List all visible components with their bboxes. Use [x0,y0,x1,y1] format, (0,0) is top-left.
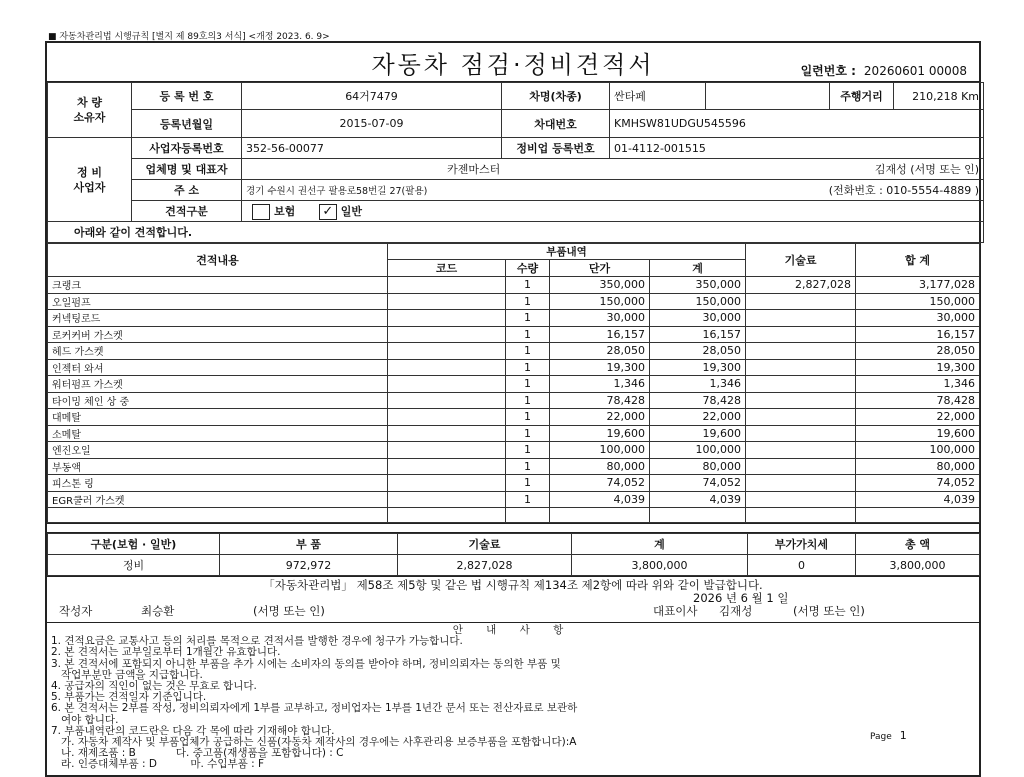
lead-text: 아래와 같이 견적합니다. [48,222,984,243]
cell-name: 타이밍 체인 상 중 [48,392,388,409]
cell-labor [746,425,856,442]
cell-labor [746,491,856,508]
cell-unit: 74,052 [550,475,650,492]
cell-total: 30,000 [856,310,980,327]
table-row [48,458,980,475]
cell-unit: 19,600 [550,425,650,442]
estimate-type-label: 견적구분 [132,201,242,222]
vin-value: KMHSW81UDGU545596 [610,110,984,138]
cell-total: 3,177,028 [856,277,980,294]
shop-section-label: 정 비 사업자 [48,138,132,222]
cell-qty: 1 [506,425,550,442]
writer-name: 최승환 [141,604,175,618]
cell-name: 헤드 가스켓 [48,343,388,360]
col-parts-header: 부품내역 [388,244,746,260]
cell-name: 인젝터 와셔 [48,359,388,376]
legal-text: 「자동차관리법」 제58조 제5항 및 같은 법 시행규칙 제134조 제2항에 따라 위와 같이 발급합니다. [263,578,763,592]
table-row [48,326,980,343]
cell-name: 커넥팅로드 [48,310,388,327]
sum-total-header: 총 액 [856,534,980,555]
owner-section-label: 차 량 소유자 [48,83,132,138]
insurance-checkbox[interactable] [252,204,270,220]
cell-unit: 30,000 [550,310,650,327]
writer-sign: (서명 또는 인) [253,604,325,618]
col-total-header: 합 계 [856,244,980,277]
sum-parts-header: 부 품 [220,534,398,555]
cell-qty: 1 [506,277,550,294]
sum-labor-value: 2,827,028 [398,555,572,576]
notes-block [47,622,979,775]
table-row [48,475,980,492]
cell-labor [746,326,856,343]
cell-total: 19,300 [856,359,980,376]
cell-code [388,359,506,376]
signature-line [53,605,973,620]
document-title: 자동차 점검·정비견적서 [371,51,655,79]
cell-labor [746,392,856,409]
cell-qty: 1 [506,376,550,393]
col-code-header: 코드 [388,260,506,277]
notes-line: 작업부분만 금액을 지급합니다. [51,668,203,681]
cell-unit: 4,039 [550,491,650,508]
col-unit-header: 단가 [550,260,650,277]
mileage-spacer [706,83,830,110]
summary-table [47,533,980,576]
phone-value: (전화번호 : 010-5554-4889 ) [706,180,984,201]
cell-name: 로커커버 가스켓 [48,326,388,343]
table-row [48,442,980,459]
cell-code [388,343,506,360]
model-value: 싼타페 [610,83,706,110]
model-label: 차명(차종) [502,83,610,110]
cell-qty: 1 [506,359,550,376]
vin-label: 차대번호 [502,110,610,138]
ceo-name: 김재성 [719,604,753,618]
cell-name: 부동액 [48,458,388,475]
cell-code [388,442,506,459]
notes-line: 라. 인증대체부품 : D 마. 수입부품 : F [51,758,265,771]
sum-sum-value: 3,800,000 [572,555,748,576]
cell-empty [650,508,746,523]
shop-rep-value: 김재성 (서명 또는 인) [706,159,984,180]
cell-name: 피스톤 링 [48,475,388,492]
sum-parts-value: 972,972 [220,555,398,576]
cell-code [388,491,506,508]
notes-line: 여야 합니다. [51,713,119,726]
cell-name: 크랭크 [48,277,388,294]
cell-sum: 19,600 [650,425,746,442]
cell-empty [746,508,856,523]
notes-line: 1. 견적요금은 교통사고 등의 처리를 목적으로 견적서를 발행한 경우에 청구가 가능합니다. [51,635,463,648]
estimate-document [45,41,981,777]
cell-unit: 150,000 [550,293,650,310]
notes-line: 가. 자동차 제작사 및 부품업체가 공급하는 신품(자동차 제작사의 경우에는 사후관리용 보증부품을 포함합니다):A [51,736,577,749]
ceo-label: 대표이사 [653,604,698,618]
cell-qty: 1 [506,409,550,426]
cell-empty [856,508,980,523]
cell-labor [746,475,856,492]
cell-sum: 4,039 [650,491,746,508]
notes-line: 2. 본 견적서는 교부일로부터 1개월간 유효합니다. [51,646,281,659]
cell-total: 16,157 [856,326,980,343]
cell-total: 19,600 [856,425,980,442]
cell-empty [506,508,550,523]
cell-qty: 1 [506,343,550,360]
notes-line: 5. 부품가는 견적일자 기준입니다. [51,691,207,704]
cell-total: 150,000 [856,293,980,310]
sum-vat-header: 부가가치세 [748,534,856,555]
cell-total: 1,346 [856,376,980,393]
cell-unit: 28,050 [550,343,650,360]
writer-label: 작성자 [59,604,93,618]
cell-unit: 22,000 [550,409,650,426]
mileage-value: 210,218 Km [894,83,984,110]
issue-date: 2026 년 6 월 1 일 [693,591,789,605]
cell-sum: 28,050 [650,343,746,360]
serial-number [801,62,967,79]
cell-name: 워터펌프 가스켓 [48,376,388,393]
estimate-type-options [242,201,984,222]
cell-unit: 80,000 [550,458,650,475]
cell-labor [746,409,856,426]
shop-name-label: 업체명 및 대표자 [132,159,242,180]
cell-total: 4,039 [856,491,980,508]
cell-sum: 78,428 [650,392,746,409]
sum-type-value: 정비 [48,555,220,576]
notes-line: 나. 재제조품 : B 다. 중고품(재생품을 포함합니다) : C [51,747,344,760]
cell-code [388,409,506,426]
shop-reg-label: 정비업 등록번호 [502,138,610,159]
cell-labor [746,376,856,393]
page-number: 1 [899,729,907,742]
cell-sum: 74,052 [650,475,746,492]
reg-no-label: 등 록 번 호 [132,83,242,110]
table-row [48,409,980,426]
notes-line: 4. 공급자의 직인이 없는 것은 무효로 합니다. [51,680,257,693]
cell-labor [746,343,856,360]
cell-total: 100,000 [856,442,980,459]
cell-unit: 100,000 [550,442,650,459]
issue-block [47,576,979,622]
cell-empty [550,508,650,523]
sum-total-value: 3,800,000 [856,555,980,576]
cell-labor [746,458,856,475]
reg-date-value: 2015-07-09 [242,110,502,138]
cell-total: 80,000 [856,458,980,475]
cell-labor [746,359,856,376]
sum-type-header: 구분(보험 · 일반) [48,534,220,555]
page-label: Page [870,732,892,742]
cell-unit: 19,300 [550,359,650,376]
cell-total: 74,052 [856,475,980,492]
table-row [48,392,980,409]
table-row-empty [48,508,980,523]
page-footer [870,729,907,742]
cell-total: 28,050 [856,343,980,360]
cell-qty: 1 [506,491,550,508]
table-row [48,310,980,327]
address-label: 주 소 [132,180,242,201]
cell-sum: 80,000 [650,458,746,475]
title-bar [47,43,979,82]
cell-labor [746,310,856,327]
cell-code [388,310,506,327]
col-labor-header: 기술료 [746,244,856,277]
mileage-label: 주행거리 [830,83,894,110]
cell-sum: 16,157 [650,326,746,343]
cell-code [388,425,506,442]
serial-label: 일련번호 : [800,64,856,78]
table-row [48,277,980,294]
notes-line: 7. 부품내역란의 코드란은 다음 각 목에 따라 기재해야 합니다. [51,724,335,737]
cell-code [388,475,506,492]
cell-code [388,458,506,475]
notes-line: 3. 본 견적서에 포함되지 아니한 부품을 추가 시에는 소비자의 동의를 받아야 하며, 정비의뢰자는 동의한 부품 및 [51,657,561,670]
cell-qty: 1 [506,442,550,459]
cell-qty: 1 [506,326,550,343]
table-row [48,359,980,376]
reg-date-label: 등록년월일 [132,110,242,138]
notes-line: 6. 본 견적서는 2부를 작성, 정비의뢰자에게 1부를 교부하고, 정비업자는 1부를 1년간 문서 또는 전산자료로 보관하 [51,702,578,715]
col-item-header: 견적내용 [48,244,388,277]
cell-code [388,277,506,294]
sum-vat-value: 0 [748,555,856,576]
cell-qty: 1 [506,392,550,409]
notes-heading: 안 내 사 항 [452,624,574,636]
cell-unit: 16,157 [550,326,650,343]
table-row [48,491,980,508]
insurance-label: 보험 [274,204,296,218]
cell-labor [746,293,856,310]
cell-code [388,376,506,393]
section-separator [47,523,979,533]
cell-name: 대메탈 [48,409,388,426]
cell-sum: 350,000 [650,277,746,294]
sum-labor-header: 기술료 [398,534,572,555]
info-table [47,82,984,243]
form-reference: ■ 자동차관리법 시행규칙 [별지 제 89호의3 서식] <개정 2023. 6. 9> [48,32,330,42]
cell-total: 78,428 [856,392,980,409]
col-qty-header: 수량 [506,260,550,277]
cell-code [388,392,506,409]
table-row [48,343,980,360]
cell-name: 소메탈 [48,425,388,442]
cell-sum: 150,000 [650,293,746,310]
ceo-sign: (서명 또는 인) [793,604,865,618]
reg-no-value: 64거7479 [242,83,502,110]
cell-sum: 22,000 [650,409,746,426]
serial-value: 20260601 00008 [863,64,967,78]
table-row [48,293,980,310]
cell-sum: 100,000 [650,442,746,459]
cell-unit: 1,346 [550,376,650,393]
table-row [48,376,980,393]
cell-sum: 1,346 [650,376,746,393]
cell-unit: 78,428 [550,392,650,409]
cell-labor: 2,827,028 [746,277,856,294]
cell-name: 엔진오일 [48,442,388,459]
general-checkbox[interactable]: ✓ [319,204,337,220]
cell-qty: 1 [506,310,550,327]
col-sum-header: 계 [650,260,746,277]
sum-sum-header: 계 [572,534,748,555]
cell-code [388,326,506,343]
shop-reg-value: 01-4112-001515 [610,138,984,159]
cell-name: EGR쿨러 가스켓 [48,491,388,508]
table-row [48,425,980,442]
general-label: 일반 [340,204,363,218]
cell-qty: 1 [506,458,550,475]
items-table [47,243,980,523]
shop-name-value: 카젠마스터 [242,159,706,180]
cell-unit: 350,000 [550,277,650,294]
item-rows [48,277,980,523]
biz-no-label: 사업자등록번호 [132,138,242,159]
cell-name: 오일펌프 [48,293,388,310]
cell-qty: 1 [506,293,550,310]
cell-labor [746,442,856,459]
biz-no-value: 352-56-00077 [242,138,502,159]
cell-total: 22,000 [856,409,980,426]
address-value: 경기 수원시 권선구 팔용로58번길 27(팔용) [242,180,706,201]
cell-empty [388,508,506,523]
cell-empty [48,508,388,523]
cell-sum: 30,000 [650,310,746,327]
cell-code [388,293,506,310]
cell-qty: 1 [506,475,550,492]
cell-sum: 19,300 [650,359,746,376]
